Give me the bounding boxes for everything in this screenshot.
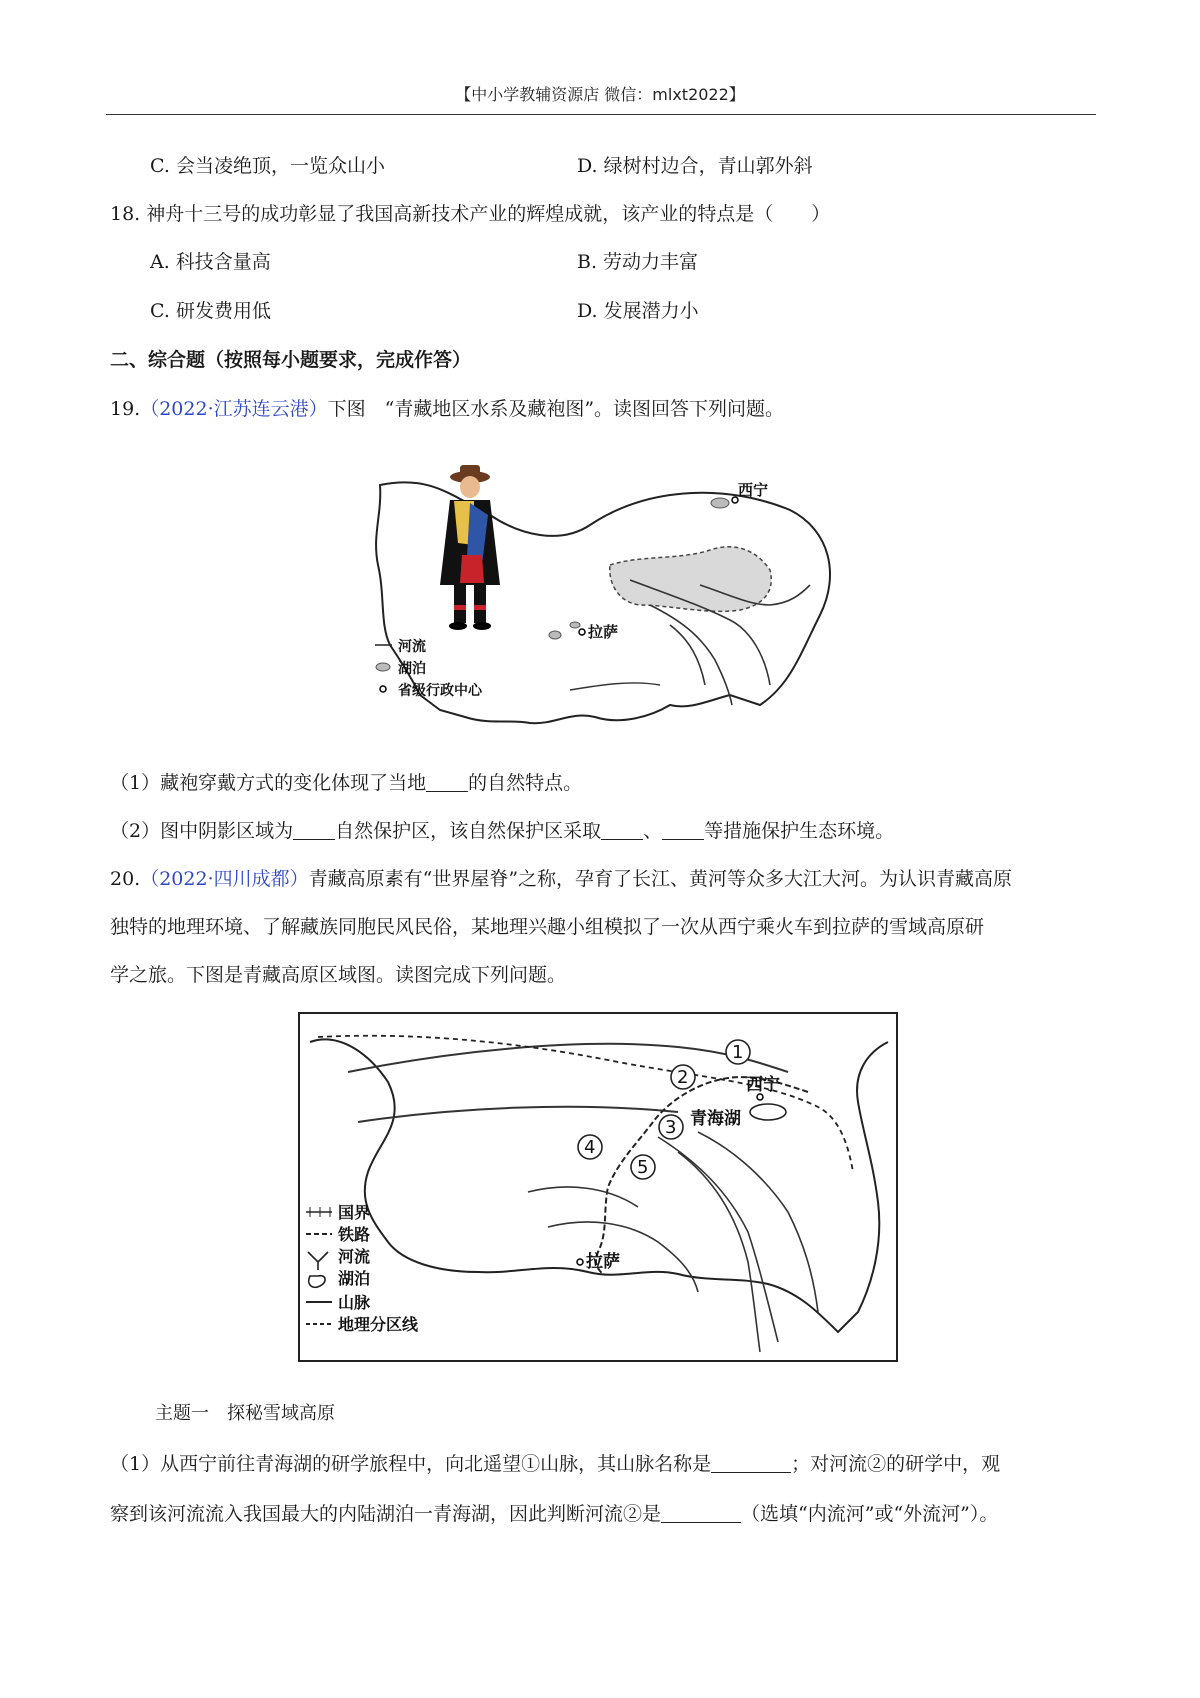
q19-source-link[interactable]: （2022·江苏连云港） [140, 398, 328, 420]
q19-river-2 [650, 605, 732, 705]
q19-number: 19. [110, 398, 141, 420]
q19-sub2-text-b: 自然保护区，该自然保护区采取 [335, 820, 602, 842]
q20-stem-line3: 学之旅。下图是青藏高原区域图。读图完成下列问题。 [110, 964, 567, 986]
q18-stem: 18. 神舟十三号的成功彰显了我国高新技术产业的辉煌成就，该产业的特点是（ ） [110, 203, 831, 225]
q20-sub1-blank-1[interactable] [711, 1454, 791, 1473]
q20-sub1-text-b: ；对河流②的研学中，观 [791, 1453, 1001, 1475]
q20-lake-qinghai [750, 1104, 786, 1120]
q20-map-figure [298, 1012, 898, 1362]
q20-sub1-blank-2[interactable] [661, 1504, 741, 1523]
q20-theme: 主题一 探秘雪域高原 [155, 1403, 335, 1424]
q20-marker-1-label: 1 [732, 1042, 744, 1063]
q19-xining-label: 西宁 [738, 481, 769, 499]
q20-legend-division: 地理分区线 [338, 1315, 419, 1334]
q20-lhasa-label: 拉萨 [586, 1252, 620, 1272]
q20-legend-river: 河流 [338, 1247, 371, 1266]
q17-option-d: D. 绿树村边合，青山郭外斜 [577, 155, 813, 177]
page-header: 【中小学教辅资源店 微信：mlxt2022】 [455, 85, 745, 104]
q20-stem-line2: 独特的地理环境、了解藏族同胞民风民俗，某地理兴趣小组模拟了一次从西宁乘火车到拉萨的雪域高原研 [110, 916, 985, 938]
q20-marker-4 [578, 1135, 602, 1159]
q19-river-3 [670, 625, 705, 685]
q19-river-5 [570, 683, 660, 690]
q20-legend-mountain: 山脉 [338, 1293, 371, 1312]
q20-marker-1 [726, 1040, 750, 1064]
q19-sub2-blank-3[interactable] [662, 821, 704, 840]
q20-legend-railway: 铁路 [338, 1225, 371, 1244]
section-title: 二、综合题（按照每小题要求，完成作答） [110, 349, 472, 371]
q20-marker-5-label: 5 [637, 1157, 649, 1178]
q19-sub1-text-b: 的自然特点。 [468, 772, 583, 794]
q19-legend-capital: 省级行政中心 [398, 683, 482, 699]
q19-legend-lake: 湖泊 [398, 661, 426, 677]
q19-lake-1 [711, 498, 729, 508]
q19-legend-river: 河流 [398, 639, 426, 655]
q19-map-figure [370, 455, 850, 755]
q20-sub1-line2 [110, 1503, 998, 1526]
q19-sub2-text-c: 、 [643, 820, 663, 842]
q20-sub1-text-d: （选填“内流河”或“外流河”）。 [741, 1503, 999, 1525]
q20-stem-line1 [110, 868, 1012, 891]
q19-sub2 [110, 820, 894, 843]
q19-lhasa-label: 拉萨 [588, 623, 619, 641]
q20-sub1-text-a: （1）从西宁前往青海湖的研学旅程中，向北遥望①山脉，其山脉名称是 [110, 1453, 712, 1475]
q18-option-b: B. 劳动力丰富 [577, 251, 699, 273]
q19-sub1-text-a: （1）藏袍穿戴方式的变化体现了当地 [110, 772, 427, 794]
q18-option-a: A. 科技含量高 [150, 251, 271, 273]
q20-marker-2 [671, 1065, 695, 1089]
q20-marker-2-label: 2 [677, 1067, 689, 1088]
header-rule [106, 114, 1096, 115]
q19-sub2-text-d: 等措施保护生态环境。 [704, 820, 895, 842]
q19-sub1-blank[interactable] [426, 773, 468, 792]
q20-number: 20. [110, 868, 141, 890]
q19-lake-2 [549, 631, 561, 639]
q19-sub2-text-a: （2）图中阴影区域为 [110, 820, 294, 842]
q19-sub2-blank-2[interactable] [601, 821, 643, 840]
q19-stem: 下图 “青藏地区水系及藏袍图”。读图回答下列问题。 [327, 398, 785, 420]
tibetan-robe-figure [440, 465, 500, 630]
q20-marker-4-label: 4 [584, 1137, 596, 1158]
q20-qinghai-label: 青海湖 [690, 1109, 741, 1129]
q20-legend-border: 国界 [338, 1203, 371, 1222]
q20-sub1-line1 [110, 1453, 1000, 1476]
q17-option-c: C. 会当凌绝顶，一览众山小 [150, 155, 385, 177]
q18-option-d: D. 发展潜力小 [577, 300, 699, 322]
q19-stem-line [110, 398, 784, 421]
q20-xining-label: 西宁 [746, 1075, 780, 1095]
q20-marker-5 [631, 1155, 655, 1179]
q19-sub1 [110, 772, 582, 795]
q20-sub1-text-c: 察到该河流流入我国最大的内陆湖泊一青海湖，因此判断河流②是 [110, 1503, 662, 1525]
q20-legend-lake: 湖泊 [338, 1269, 371, 1288]
q19-sub2-blank-1[interactable] [293, 821, 335, 840]
q20-marker-3 [659, 1115, 683, 1139]
q19-lake-3 [570, 622, 580, 628]
q20-stem-1: 青藏高原素有“世界屋脊”之称，孕育了长江、黄河等众多大江大河。为认识青藏高原 [308, 868, 1013, 890]
q19-lhasa-dot [579, 629, 585, 635]
q20-source-link[interactable]: （2022·四川成都） [140, 868, 309, 890]
q18-option-c: C. 研发费用低 [150, 300, 271, 322]
q20-marker-3-label: 3 [665, 1117, 677, 1138]
